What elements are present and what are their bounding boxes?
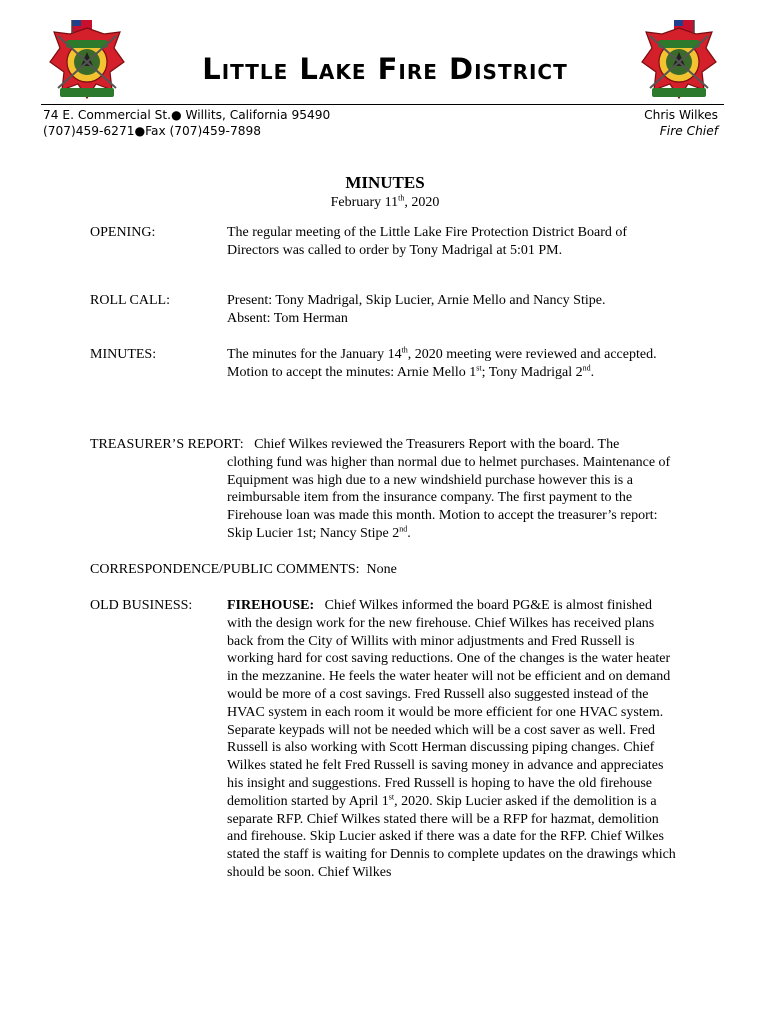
- treasurer-section: [90, 436, 680, 543]
- roll-call-text: [227, 292, 677, 328]
- address-line: 74 E. Commercial St.● Willits, California 95490: [43, 108, 331, 122]
- district-name: Little Lake Fire District: [202, 52, 568, 86]
- minutes-sup-3: nd: [582, 363, 591, 373]
- treasurer-text-end: .: [407, 525, 411, 541]
- treasurer-text-first: Chief Wilkes reviewed the Treasurers Report with the board. The: [254, 437, 620, 452]
- minutes-text-1: The minutes for the January 14: [227, 347, 402, 362]
- firehouse-heading: FIREHOUSE:: [227, 598, 315, 613]
- date-text: February 11: [330, 195, 399, 210]
- meeting-date: [0, 195, 770, 211]
- minutes-text-2: , 2020 meeting were reviewed and accepted. Motion to accept the minutes: Arnie Mello 1: [227, 347, 657, 380]
- header-rule: [41, 104, 724, 105]
- date-suffix-sup: th: [398, 193, 405, 203]
- minutes-text-3: ; Tony Madrigal 2: [481, 364, 583, 380]
- treasurer-text-body: clothing fund was higher than normal due to helmet purchases. Maintenance of Equipment was high due to a new windshield purchase however this is a reimbursable item from the insurance company. The first payment to the Firehouse loan was made this month. Motion to accept the treasurer’s report: Skip Lucier 1st; Nancy Stipe 2: [227, 454, 671, 541]
- opening-text: The regular meeting of the Little Lake Fire Protection District Board of Directors was called to order by Tony Madrigal at 5:01 PM.: [227, 225, 628, 258]
- document-title: MINUTES: [345, 173, 425, 192]
- firehouse-sup: st: [388, 792, 395, 802]
- present-list: Present: Tony Madrigal, Skip Lucier, Arnie Mello and Nancy Stipe.: [227, 293, 606, 308]
- chief-name: Chris Wilkes: [644, 108, 718, 122]
- correspondence-section: [90, 561, 680, 579]
- old-business-text: [227, 597, 677, 882]
- treasurer-first-line: [90, 436, 680, 454]
- treasurer-text-rest: [90, 454, 680, 543]
- minutes-text-4: .: [590, 364, 595, 380]
- treasurer-sup: nd: [399, 524, 408, 534]
- date-year: , 2020: [404, 195, 440, 210]
- absent-list: Absent: Tom Herman: [227, 310, 348, 326]
- old-business-label: OLD BUSINESS:: [90, 598, 193, 613]
- correspondence-value: None: [366, 562, 397, 577]
- chief-title: Fire Chief: [659, 124, 718, 138]
- address-block: [43, 107, 330, 139]
- roll-call-label: ROLL CALL:: [90, 293, 170, 308]
- minutes-text: [227, 346, 677, 382]
- minutes-label: MINUTES:: [90, 347, 157, 362]
- firehouse-text-2: , 2020. Skip Lucier asked if the demolition is a separate RFP. Chief Wilkes stated there will be a RFP for hazmat, demolition and firehouse. Skip Lucier asked if there was a date for the RFP. Chief Wilkes stated the staff is waiting for Dennis to complete updates on the drawings which should be soon. Chief Wilkes: [227, 793, 676, 880]
- minutes-sup-1: th: [401, 345, 408, 355]
- correspondence-label: CORRESPONDENCE/PUBLIC COMMENTS:: [90, 562, 360, 577]
- chief-block: [644, 107, 718, 139]
- firehouse-text-1: Chief Wilkes informed the board PG&E is almost finished with the design work for the new firehouse. Chief Wilkes has received plans back from the City of Willits with minor adjustments and Fred Russell is working hard for cost saving reductions. One of the changes is the water heater in the mezzanine. He feels the water heater will not be efficient and on demand would be more of a cost savings. Fred Russell also suggested instead of the HVAC system in each room it would be more efficient for one HVAC system. Separate keypads will not be needed which will be a cost saver as well. Fred Russell is also working with Scott Herman discussing piping changes. Chief Wilkes stated he felt Fred Russell is saving money in advance and appreciates his insight and suggestions. Fred Russell is hoping to have the old firehouse demolition started by April 1: [227, 598, 671, 809]
- minutes-sup-2: st: [476, 363, 482, 373]
- opening-label: OPENING:: [90, 225, 156, 240]
- treasurer-label: TREASURER’S REPORT:: [90, 437, 244, 452]
- phone-line: (707)459-6271●Fax (707)459-7898: [43, 124, 261, 138]
